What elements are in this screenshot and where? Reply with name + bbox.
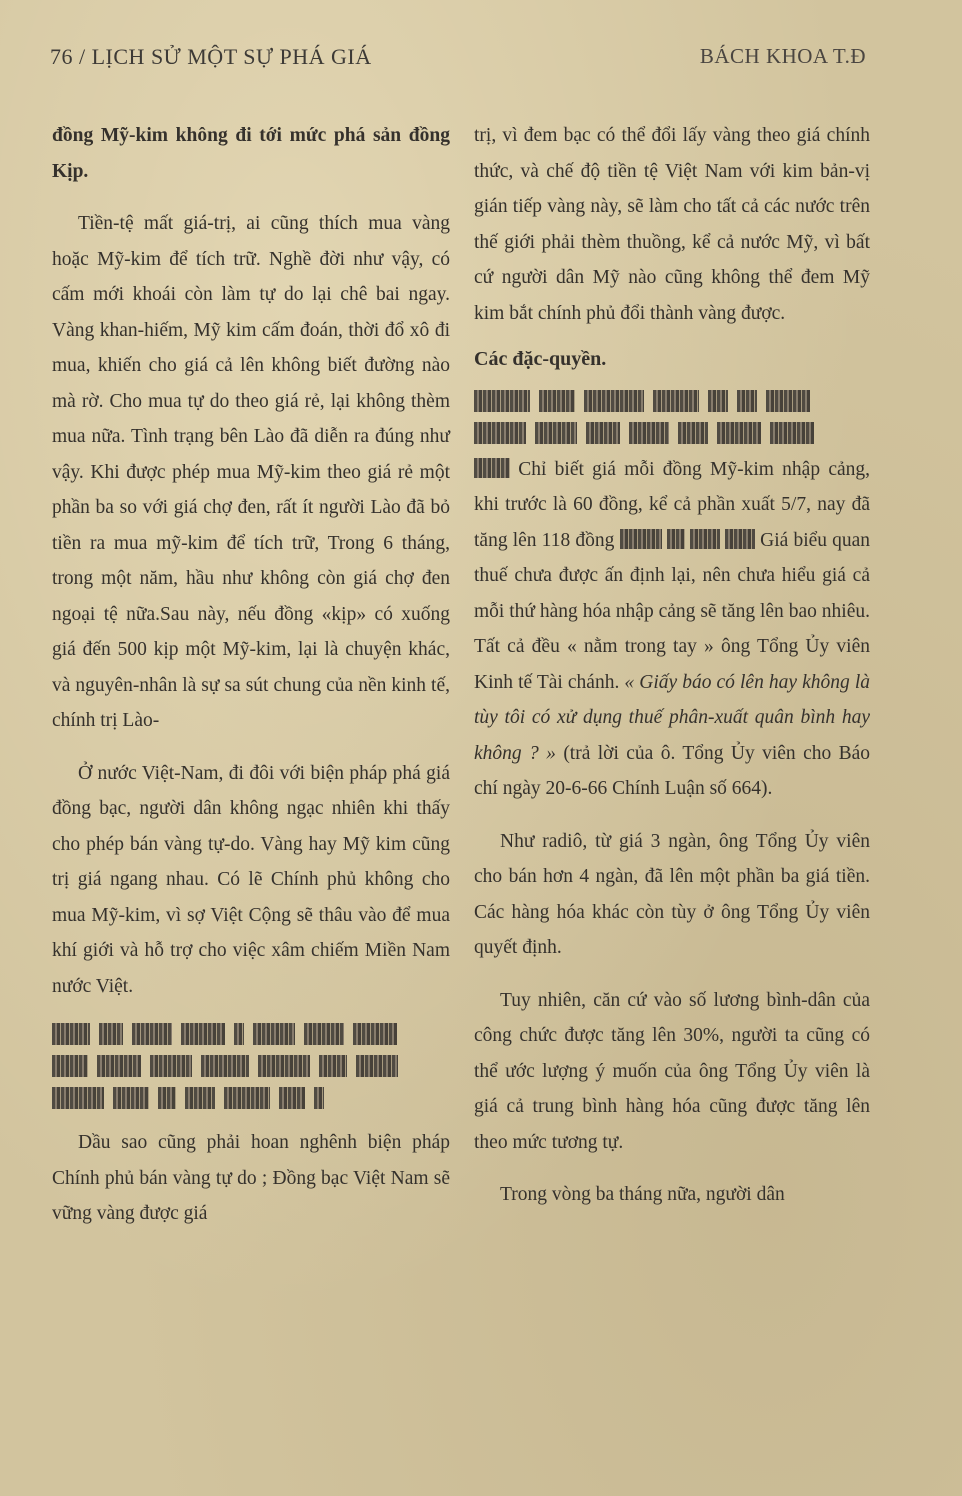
section-heading: Các đặc-quyền. bbox=[474, 348, 607, 370]
privileges-text-a: Chỉ biết giá mỗi đồng Mỹ-kim nhập cảng, khi trước là 60 đồng, kể cả phần xuất 5/7, nay đã tăng lên 118 đồng bbox=[474, 458, 870, 551]
paragraph-currency: Tiền-tệ mất giá-trị, ai cũng thích mua vàng hoặc Mỹ-kim để tích trữ. Nghề đời như vậy, có cấm mới khoái còn làm tự do lại chê bai ngay. Vàng khan-hiếm, Mỹ kim cấm đoán, thời đổ xô đi mua, khiến cho giá cả lên không biết đường nào mà rờ. Cho mua tự do theo giá rẻ, lại không thèm mua nữa. Tình trạng bên Lào đã diễn ra đúng như vậy. Khi được phép mua Mỹ-kim theo giá rẻ một phần ba so với giá chợ đen, rất ít người Lào đã bỏ tiền ra mua mỹ-kim để tích trữ, Trong 6 tháng, trong một năm, hầu như không còn giá chợ đen ngoại tệ nữa.Sau này, nếu đồng «kịp» có xuống giá đến 500 kịp một Mỹ-kim, lại là chuyện khác, và nguyên-nhân là sự sa sút chung của nền kinh tế, chính trị Lào- bbox=[52, 213, 450, 731]
left-text-column bbox=[52, 118, 450, 1249]
paragraph-three-months: Trong vòng ba tháng nữa, người dân bbox=[500, 1184, 785, 1205]
paragraph-radio-price: Như radiô, từ giá 3 ngàn, ông Tổng Ủy viên cho bán hơn 4 ngàn, đã lên một phần ba giá tiền. Các hàng hóa khác còn tùy ở ông Tổng Ủy viên quyết định. bbox=[474, 830, 870, 958]
paragraph-gold-sale: Dầu sao cũng phải hoan nghênh biện pháp Chính phủ bán vàng tự do ; Đồng bạc Việt Nam sẽ vững vàng được giá bbox=[52, 1132, 450, 1224]
censored-inline-2 bbox=[620, 529, 662, 549]
minister-quote: « Giấy báo có lên hay không là tùy tôi có xử dụng thuế phân-xuất quân bình hay không ? » bbox=[474, 671, 870, 764]
paragraph-vietnam: Ở nước Việt-Nam, đi đôi với biện pháp phá giá đồng bạc, người dân không ngạc nhiên khi thấy cho phép bán vàng tự-do. Vàng hay Mỹ kim cũng trị giá ngang nhau. Có lẽ Chính phủ không cho mua Mỹ-kim, vì sợ Việt Cộng sẽ thâu vào để mua khí giới và hỗ trợ cho việc xâm chiếm Miền Nam nước Việt. bbox=[52, 762, 450, 997]
censored-block-right bbox=[474, 388, 870, 446]
censored-inline-4 bbox=[690, 529, 720, 549]
right-text-column bbox=[474, 118, 870, 1230]
page-header-title: 76 / LỊCH SỬ MỘT SỰ PHÁ GIÁ bbox=[50, 44, 372, 69]
page-header-magazine: BÁCH KHOA T.Đ bbox=[699, 44, 866, 68]
censored-block-left bbox=[52, 1021, 450, 1111]
paragraph-salary: Tuy nhiên, căn cứ vào số lương bình-dân của công chức được tăng lên 30%, người ta cũng có thể ước lượng ý muốn của ông Tổng Ủy viên là giá cả trung bình hàng hóa cũng được tăng lên theo mức tương tự. bbox=[474, 989, 870, 1153]
paragraph-privileges bbox=[474, 452, 870, 807]
censored-inline-5 bbox=[725, 529, 755, 549]
paragraph-gold-standard: trị, vì đem bạc có thể đổi lấy vàng theo giá chính thức, và chế độ tiền tệ Việt Nam với kim bản-vị gián tiếp vàng này, sẽ làm cho tất cả các nước trên thế giới phải thèm thuồng, kể cả nước Mỹ, vì bất cứ người dân Mỹ nào cũng không thể đem Mỹ kim bắt chính phủ đổi thành vàng được. bbox=[474, 125, 870, 324]
censored-inline-1 bbox=[474, 458, 510, 478]
censored-inline-3 bbox=[667, 529, 685, 549]
quote-source: (trả lời của ô. Tổng Ủy viên cho Báo chí ngày 20-6-66 Chính Luận số 664). bbox=[474, 742, 871, 799]
privileges-text-b: Giá biểu quan thuế chưa được ấn định lại, nên chưa hiểu giá cả mỗi thứ hàng hóa nhập cảng sẽ tăng lên bao nhiêu. Tất cả đều « nằm trong tay » ông Tổng Ủy viên Kinh tế Tài chánh. bbox=[474, 529, 871, 693]
paragraph-continuation: đồng Mỹ-kim không đi tới mức phá sản đồng Kịp. bbox=[52, 125, 450, 182]
